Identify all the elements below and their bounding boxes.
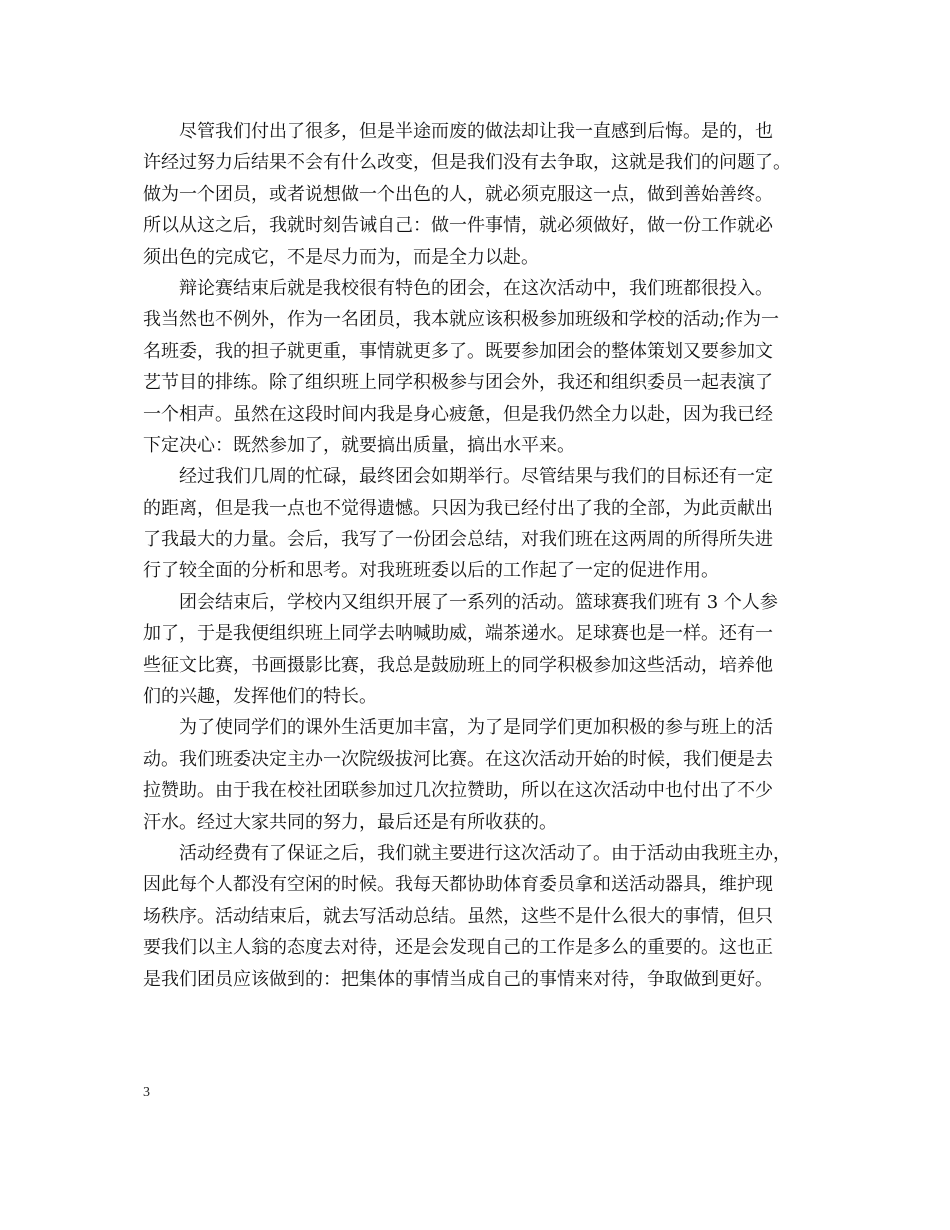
text-line: 尽管我们付出了很多，但是半途而废的做法却让我一直感到后悔。是的，也 <box>179 121 773 142</box>
text-line: 是我们团员应该做到的：把集体的事情当成自己的事情来对待，争取做到更好。 <box>143 968 773 990</box>
text-line: 加了，于是我便组织班上同学去呐喊助威，端茶递水。足球赛也是一样。还有一 <box>143 623 773 645</box>
text-line: 为了使同学们的课外生活更加丰富，为了是同学们更加积极的参与班上的活 <box>179 717 773 739</box>
text-line: 辩论赛结束后就是我校很有特色的团会，在这次活动中，我们班都很投入。 <box>179 277 773 299</box>
text-line: 所以从这之后，我就时刻告诫自己：做一件事情，就必须做好，做一份工作就必 <box>143 215 773 237</box>
text-line: 们的兴趣，发挥他们的特长。 <box>143 686 377 708</box>
text-line: 艺节目的排练。除了组织班上同学积极参与团会外，我还和组织委员一起表演了 <box>143 372 773 394</box>
text-line: 许经过努力后结果不会有什么改变，但是我们没有去争取，这就是我们的问题了。 <box>143 152 791 174</box>
text-line: 做为一个团员，或者说想做一个出色的人，就必须克服这一点，做到善始善终。 <box>143 183 773 205</box>
text-line: 因此每个人都没有空闲的时候。我每天都协助体育委员拿和送活动器具，维护现 <box>143 874 773 896</box>
text-line: 须出色的完成它，不是尽力而为，而是全力以赴。 <box>143 246 539 268</box>
body-text <box>143 116 823 995</box>
text-line: 场秩序。活动结束后，就去写活动总结。虽然，这些不是什么很大的事情，但只 <box>143 905 773 927</box>
text-line: 要我们以主人翁的态度去对待，还是会发现自己的工作是多么的重要的。这也正 <box>143 937 773 959</box>
text-line: 经过我们几周的忙碌，最终团会如期举行。尽管结果与我们的目标还有一定 <box>179 466 773 488</box>
text-line: 我当然也不例外，作为一名团员，我本就应该积极参加班级和学校的活动;作为一 <box>143 309 780 331</box>
text-line: 些征文比赛，书画摄影比赛，我总是鼓励班上的同学积极参加这些活动，培养他 <box>143 654 773 676</box>
text-line: 的距离，但是我一点也不觉得遗憾。只因为我已经付出了我的全部，为此贡献出 <box>143 497 773 519</box>
text-line: 拉赞助。由于我在校社团联参加过几次拉赞助，所以在这次活动中也付出了不少 <box>143 780 773 802</box>
text-line: 了我最大的力量。会后，我写了一份团会总结，对我们班在这两周的所得所失进 <box>143 529 773 551</box>
page-number: 3 <box>143 1085 150 1100</box>
text-line: 活动经费有了保证之后，我们就主要进行这次活动了。由于活动由我班主办， <box>179 842 791 864</box>
text-line: 一个相声。虽然在这段时间内我是身心疲惫，但是我仍然全力以赴，因为我已经 <box>143 403 773 425</box>
text-line: 动。我们班委决定主办一次院级拔河比赛。在这次活动开始的时候，我们便是去 <box>143 748 773 770</box>
text-line: 汗水。经过大家共同的努力，最后还是有所收获的。 <box>143 811 557 833</box>
text-line: 下定决心：既然参加了，就要搞出质量，搞出水平来。 <box>143 434 575 456</box>
text-line: 行了较全面的分析和思考。对我班班委以后的工作起了一定的促进作用。 <box>143 560 719 582</box>
text-line: 名班委，我的担子就更重，事情就更多了。既要参加团会的整体策划又要参加文 <box>143 340 773 362</box>
text-line: 团会结束后，学校内又组织开展了一系列的活动。篮球赛我们班有 3 个人参 <box>179 591 778 613</box>
